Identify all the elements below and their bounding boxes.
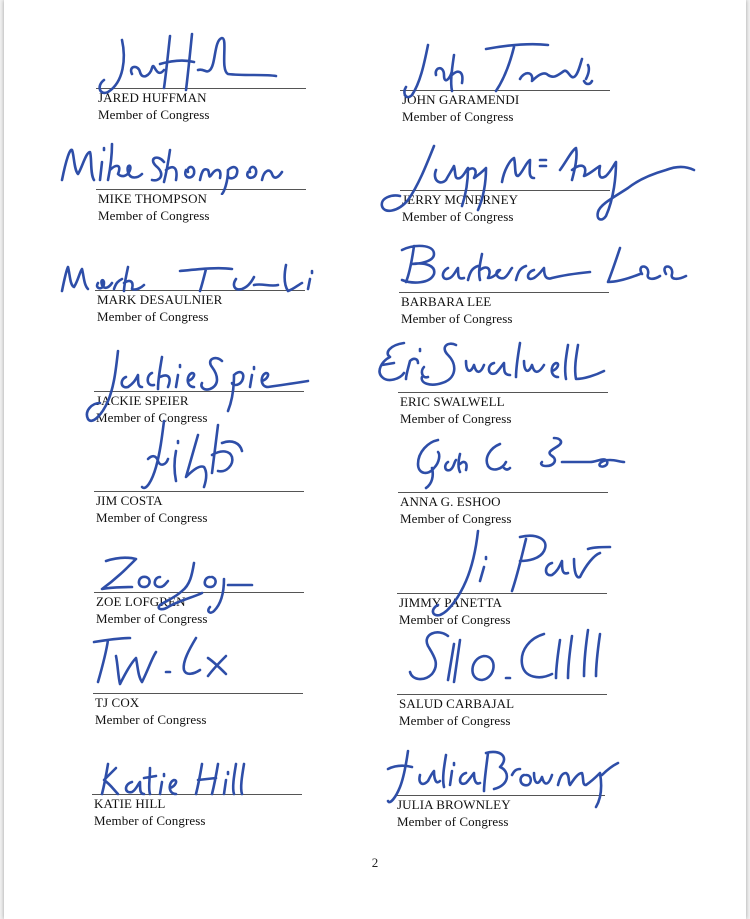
signature-line <box>96 189 306 190</box>
signatory-title: Member of Congress <box>96 410 208 425</box>
signatory-name: MIKE THOMPSON <box>98 191 208 206</box>
signatory-title: Member of Congress <box>402 209 514 224</box>
signatory-title: Member of Congress <box>397 814 509 829</box>
signatory-title: Member of Congress <box>399 713 511 728</box>
signatory-title: Member of Congress <box>97 309 209 324</box>
signature-line <box>398 492 608 493</box>
signatory-title: Member of Congress <box>400 411 512 426</box>
signature-line <box>397 694 607 695</box>
signature-line <box>93 693 303 694</box>
handwritten-signature-carbajal <box>404 620 634 700</box>
signatory-title: Member of Congress <box>400 511 512 526</box>
signatory-title: Member of Congress <box>402 109 514 124</box>
signature-line <box>400 90 610 91</box>
signatory-title: Member of Congress <box>95 712 207 727</box>
signature-line <box>399 292 609 293</box>
signatory-name: ANNA G. ESHOO <box>400 494 501 509</box>
signature-line <box>395 795 605 796</box>
signature-line <box>95 290 305 291</box>
signature-line <box>94 391 304 392</box>
signatory-name: JIMMY PANETTA <box>399 595 502 610</box>
signatory-title: Member of Congress <box>94 813 206 828</box>
handwritten-signature-cox <box>86 628 246 703</box>
signatory-name: JARED HUFFMAN <box>98 90 207 105</box>
handwritten-signature-eshoo <box>404 432 634 492</box>
signature-line <box>398 392 608 393</box>
signature-line <box>96 88 306 89</box>
signatory-name: TJ COX <box>95 695 140 710</box>
signatory-name: KATIE HILL <box>94 796 166 811</box>
handwritten-signature-costa <box>132 415 252 500</box>
signatory-name: JULIA BROWNLEY <box>397 797 511 812</box>
signature-line <box>92 794 302 795</box>
signatory-name: ERIC SWALWELL <box>400 394 505 409</box>
signatory-name: JIM COSTA <box>96 493 163 508</box>
signatory-name: BARBARA LEE <box>401 294 492 309</box>
signatory-title: Member of Congress <box>96 510 208 525</box>
handwritten-signature-lee <box>394 240 704 292</box>
handwritten-signature-thompson <box>56 140 296 195</box>
document-page <box>4 0 746 919</box>
signatory-name: SALUD CARBAJAL <box>399 696 515 711</box>
signature-line <box>400 190 610 191</box>
signatory-title: Member of Congress <box>401 311 513 326</box>
signature-line <box>94 592 304 593</box>
signatory-title: Member of Congress <box>96 611 208 626</box>
signature-line <box>94 491 304 492</box>
page-number: 2 <box>371 855 379 870</box>
signatory-name: ZOE LOFGREN <box>96 594 186 609</box>
signatory-name: MARK DESAULNIER <box>97 292 223 307</box>
signatory-name: JOHN GARAMENDI <box>402 92 520 107</box>
signatory-title: Member of Congress <box>399 612 511 627</box>
signatory-title: Member of Congress <box>98 208 210 223</box>
signatory-title: Member of Congress <box>98 107 210 122</box>
signatory-name: JACKIE SPEIER <box>96 393 189 408</box>
signature-line <box>397 593 607 594</box>
signatory-name: JERRY MCNERNEY <box>402 192 519 207</box>
